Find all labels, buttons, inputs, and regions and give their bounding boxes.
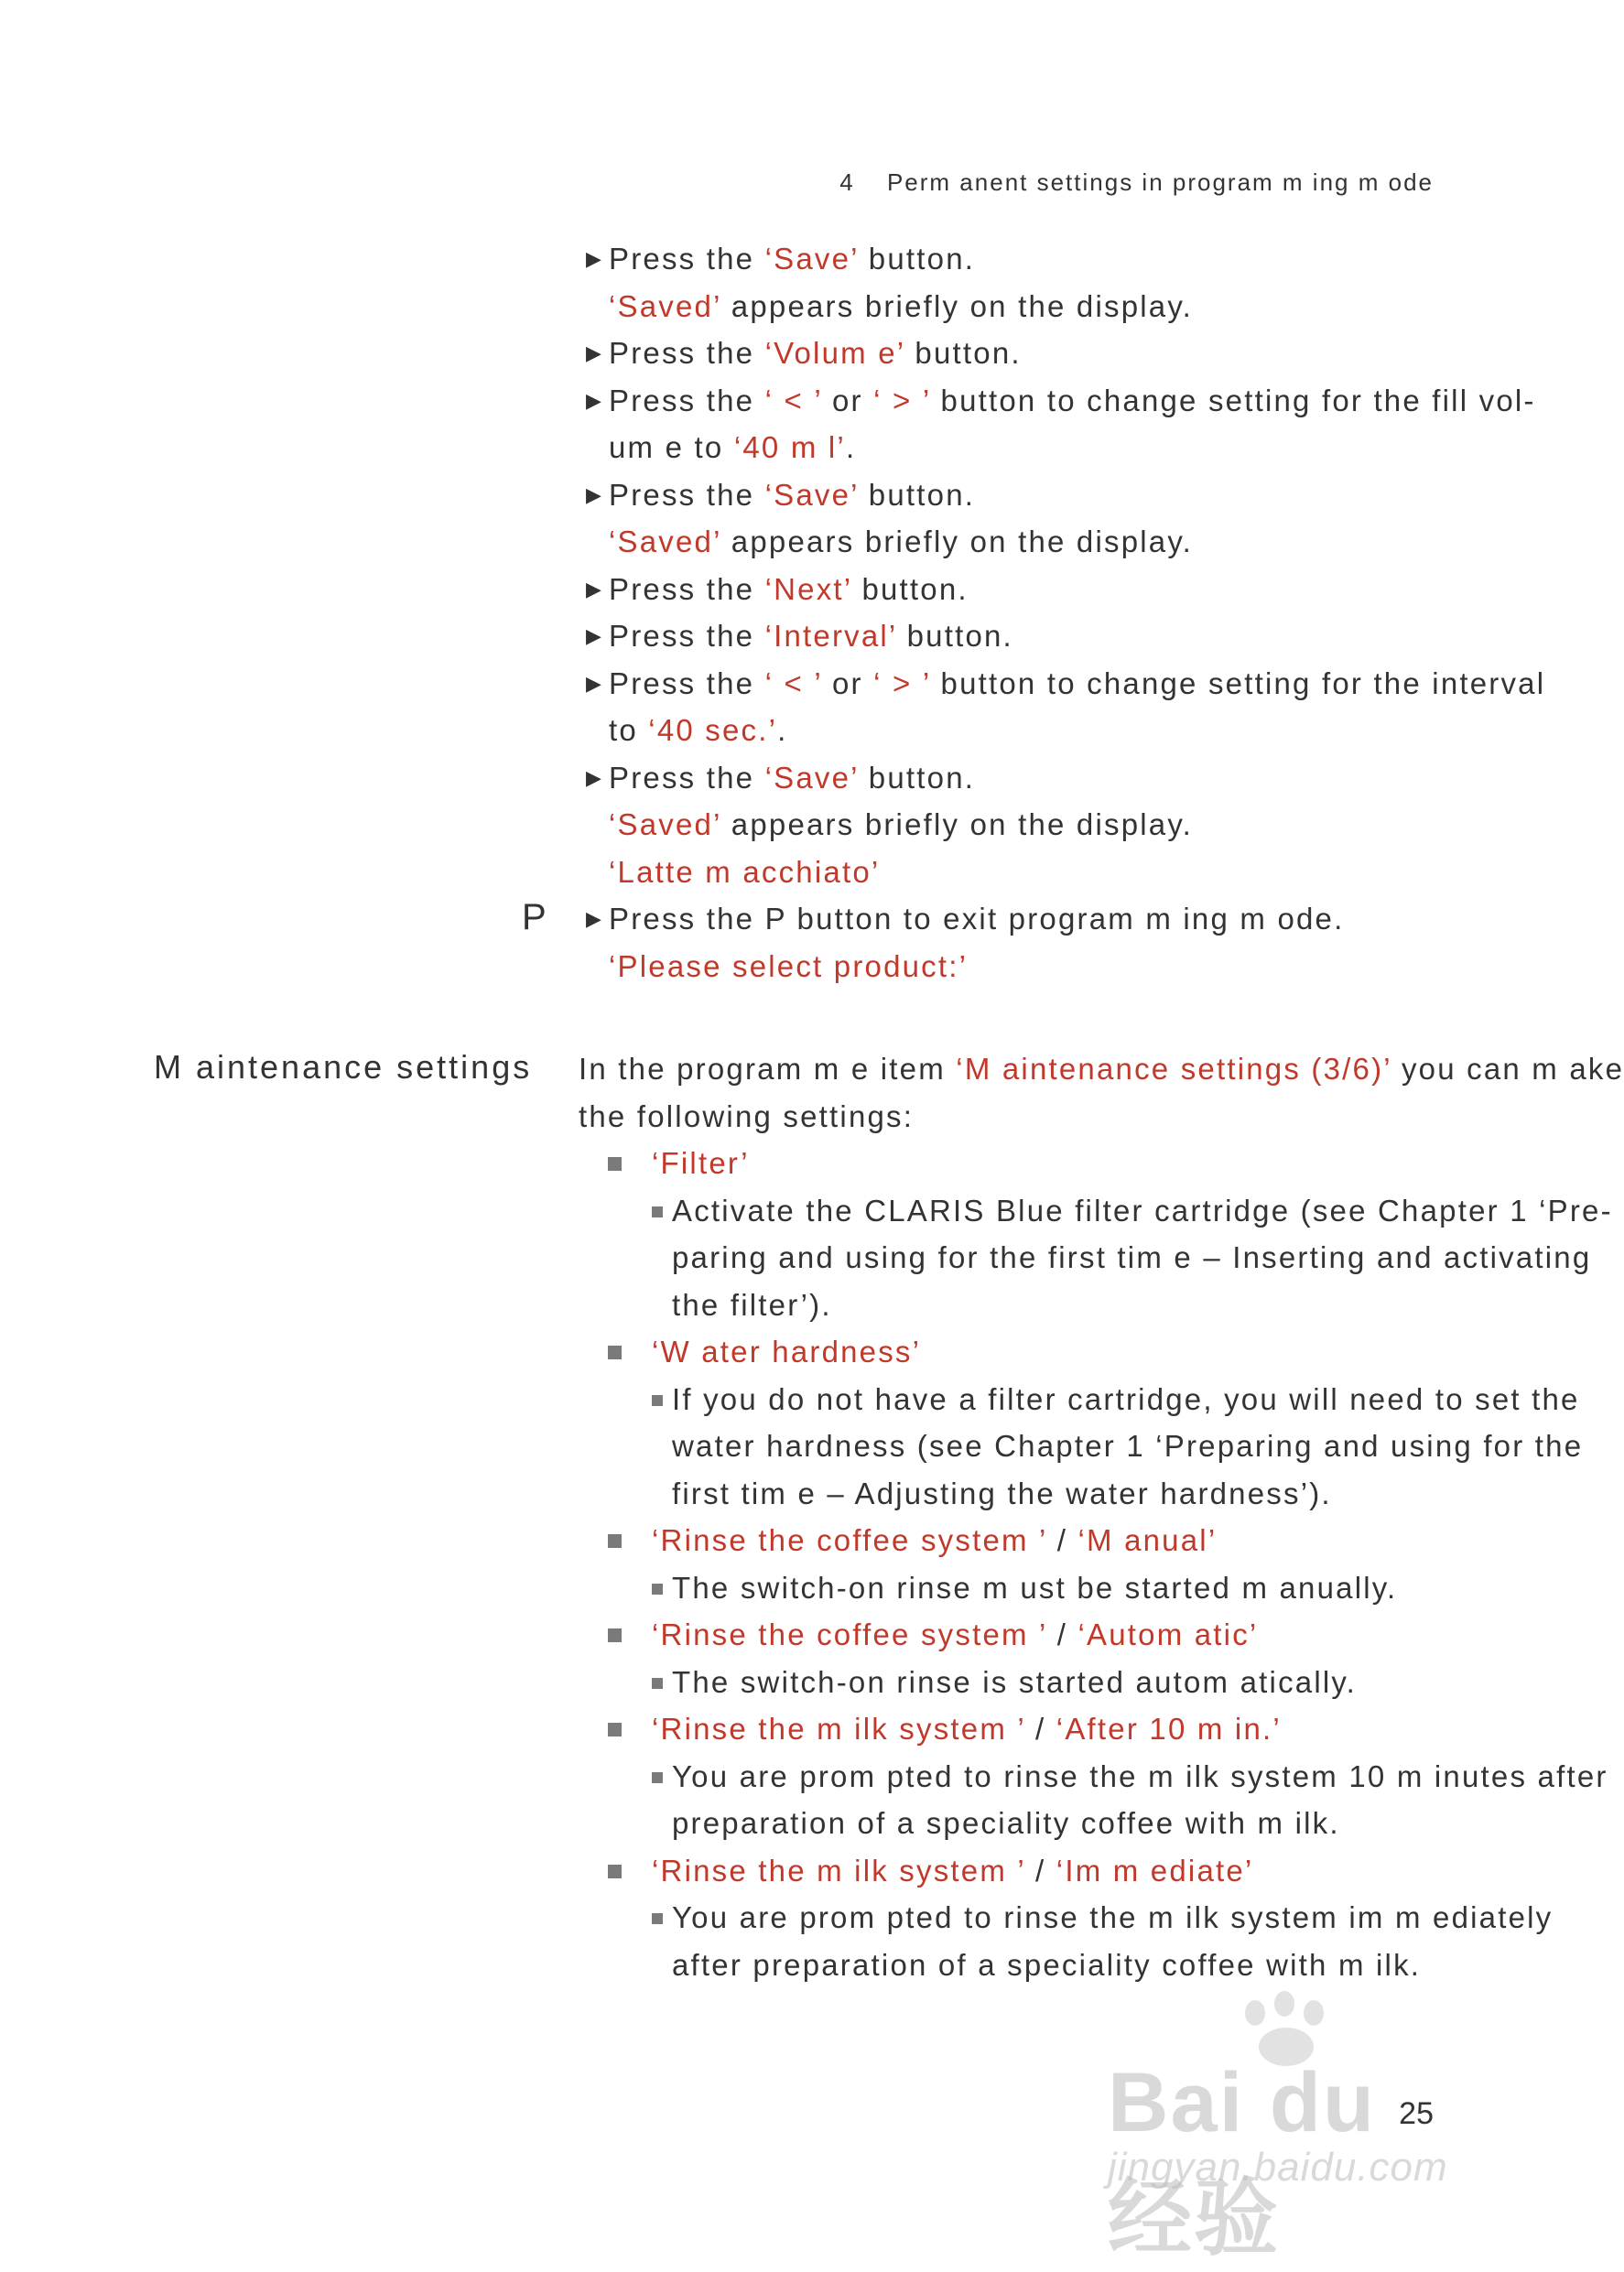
triangle-bullet-icon: ▶ (586, 907, 604, 930)
highlighted-term: ‘Im m ediate’ (1056, 1853, 1254, 1888)
setting-description: If you do not have a filter cartridge, you will need to set the (672, 1381, 1580, 1416)
triangle-bullet-icon: ▶ (586, 577, 604, 600)
setting-description: paring and using for the first tim e – Inserting and activating (672, 1240, 1592, 1274)
highlighted-term: ‘ > ’ (873, 665, 931, 700)
baidu-watermark (1108, 1991, 1474, 2266)
text-segment: button. (858, 242, 976, 276)
setting-description: first tim e – Adjusting the water hardness’). (672, 1476, 1332, 1510)
text-segment: Press the (609, 242, 765, 276)
highlighted-term: ‘M aintenance settings (3/6)’ (956, 1052, 1391, 1086)
text-segment: you can m ake (1391, 1052, 1624, 1086)
small-square-bullet-icon (652, 1206, 663, 1217)
step-text (609, 898, 1344, 940)
highlighted-term: ‘Please select product:’ (609, 948, 969, 983)
highlighted-term: ‘Save’ (764, 477, 859, 512)
setting-description: the filter’). (672, 1287, 832, 1322)
text-segment: button to change setting for the fill vol- (930, 383, 1536, 417)
small-square-bullet-icon (652, 1913, 663, 1924)
square-bullet-icon (608, 1865, 622, 1878)
small-square-bullet-icon (652, 1772, 663, 1783)
square-bullet-icon (608, 1628, 622, 1642)
text-segment: button. (858, 760, 976, 795)
highlighted-term: ‘M anual’ (1077, 1523, 1218, 1557)
watermark-site: jingyan.baidu.com (1108, 2145, 1448, 2190)
highlighted-term: ‘After 10 m in.’ (1056, 1712, 1282, 1746)
highlighted-term: ‘ < ’ (764, 383, 822, 417)
highlighted-term: ‘Autom atic’ (1077, 1617, 1259, 1651)
step-text (609, 568, 969, 611)
text-segment: button to change setting for the interval (930, 665, 1546, 700)
small-square-bullet-icon (652, 1584, 663, 1595)
setting-title (652, 1614, 1258, 1656)
highlighted-term: ‘Next’ (764, 571, 852, 606)
setting-description: The switch-on rinse is started autom atically. (672, 1664, 1358, 1699)
step-text (609, 380, 1536, 422)
highlighted-term: ‘Volum e’ (764, 336, 905, 370)
setting-description: You are prom pted to rinse the m ilk system 10 m inutes after (672, 1758, 1608, 1793)
paw-pad-1 (1245, 2000, 1265, 2026)
text-segment: Press the (609, 619, 765, 653)
text-segment: um e to (609, 430, 734, 464)
square-bullet-icon (608, 1346, 622, 1359)
highlighted-term: ‘40 m l’ (733, 430, 846, 464)
text-segment: / (1024, 1853, 1056, 1888)
text-segment: Press the P button to exit program m ing m ode. (609, 902, 1345, 936)
text-segment: . (845, 430, 857, 464)
text-segment: Press the (609, 760, 765, 795)
p-button-symbol: P (522, 897, 548, 937)
text-segment: or (821, 665, 874, 700)
text-segment: Press the (609, 665, 765, 700)
triangle-bullet-icon: ▶ (586, 482, 604, 506)
highlighted-term: ‘ < ’ (764, 665, 822, 700)
highlighted-term: ‘Save’ (764, 760, 859, 795)
text-segment: . (777, 713, 788, 747)
triangle-bullet-icon: ▶ (586, 671, 604, 695)
step-text (609, 238, 975, 280)
setting-title (652, 1142, 750, 1185)
text-segment: to (609, 713, 649, 747)
triangle-bullet-icon: ▶ (586, 341, 604, 364)
setting-description: Activate the CLARIS Blue filter cartridge (see Chapter 1 ‘Pre- (672, 1193, 1613, 1228)
chapter-title: Perm anent settings in program m ing m ode (886, 168, 1434, 196)
triangle-bullet-icon: ▶ (586, 247, 604, 270)
step-text (609, 615, 1013, 657)
text-segment: appears briefly on the display. (720, 288, 1193, 323)
highlighted-term: ‘W ater hardness’ (652, 1335, 922, 1369)
text-segment: button. (904, 336, 1022, 370)
step-text (609, 804, 1193, 846)
setting-title (652, 1850, 1253, 1892)
intro-line (579, 1048, 1624, 1090)
highlighted-term: ‘Rinse the m ilk system ’ (652, 1853, 1025, 1888)
text-segment: button. (896, 619, 1013, 653)
text-segment: button. (851, 571, 969, 606)
highlighted-term: ‘Saved’ (609, 288, 721, 323)
triangle-bullet-icon: ▶ (586, 624, 604, 647)
text-segment: or (821, 383, 874, 417)
text-segment: / (1046, 1523, 1078, 1557)
setting-title (652, 1331, 921, 1373)
square-bullet-icon (608, 1157, 622, 1171)
highlighted-term: ‘Rinse the m ilk system ’ (652, 1712, 1025, 1746)
highlighted-term: ‘40 sec.’ (648, 713, 778, 747)
highlighted-term: ‘ > ’ (873, 383, 931, 417)
watermark-brand: Bai du 经验 (1108, 2056, 1377, 2266)
text-segment: button. (858, 477, 976, 512)
step-text (609, 709, 788, 752)
paw-pad-3 (1304, 2000, 1324, 2026)
text-segment: appears briefly on the display. (720, 807, 1193, 841)
highlighted-term: ‘Rinse the coffee system ’ (652, 1617, 1047, 1651)
square-bullet-icon (608, 1723, 622, 1736)
highlighted-term: ‘Save’ (764, 242, 859, 276)
highlighted-term: ‘Latte m acchiato’ (609, 854, 881, 889)
step-text (609, 521, 1193, 563)
highlighted-term: ‘Rinse the coffee system ’ (652, 1523, 1047, 1557)
step-text (609, 663, 1545, 705)
setting-description: preparation of a speciality coffee with m ilk. (672, 1806, 1340, 1840)
text-segment: Press the (609, 477, 765, 512)
text-segment: In the program m e item (579, 1052, 957, 1086)
setting-title (652, 1708, 1282, 1750)
triangle-bullet-icon: ▶ (586, 388, 604, 412)
page-header (839, 168, 1434, 197)
step-text (609, 851, 880, 893)
text-segment: Press the (609, 336, 765, 370)
small-square-bullet-icon (652, 1678, 663, 1689)
page-number: 25 (1399, 2096, 1434, 2131)
triangle-bullet-icon: ▶ (586, 765, 604, 789)
text-segment: Press the (609, 571, 765, 606)
highlighted-term: ‘Saved’ (609, 525, 721, 558)
small-square-bullet-icon (652, 1395, 663, 1406)
step-text (609, 332, 1022, 374)
intro-line (579, 1096, 914, 1138)
setting-description: water hardness (see Chapter 1 ‘Preparing and using for the (672, 1429, 1584, 1463)
step-text (609, 946, 968, 988)
setting-description: You are prom pted to rinse the m ilk system im m ediately (672, 1900, 1554, 1934)
step-text (609, 286, 1193, 328)
chapter-number: 4 (839, 168, 855, 196)
paw-pad-2 (1274, 1991, 1294, 2017)
setting-description: after preparation of a speciality coffee with m ilk. (672, 1947, 1422, 1982)
text-segment: / (1046, 1617, 1078, 1651)
step-text (609, 757, 975, 799)
step-text (609, 474, 975, 516)
text-segment: / (1024, 1712, 1056, 1746)
text-segment: the following settings: (579, 1098, 915, 1133)
highlighted-term: ‘Saved’ (609, 807, 721, 841)
setting-title (652, 1520, 1217, 1562)
highlighted-term: ‘Filter’ (652, 1146, 750, 1180)
setting-description: The switch-on rinse m ust be started m anually. (672, 1570, 1398, 1605)
highlighted-term: ‘Interval’ (764, 619, 897, 653)
step-text (609, 427, 856, 469)
square-bullet-icon (608, 1534, 622, 1548)
text-segment: appears briefly on the display. (720, 525, 1193, 558)
section-heading: M aintenance settings (154, 1048, 533, 1086)
text-segment: Press the (609, 383, 765, 417)
